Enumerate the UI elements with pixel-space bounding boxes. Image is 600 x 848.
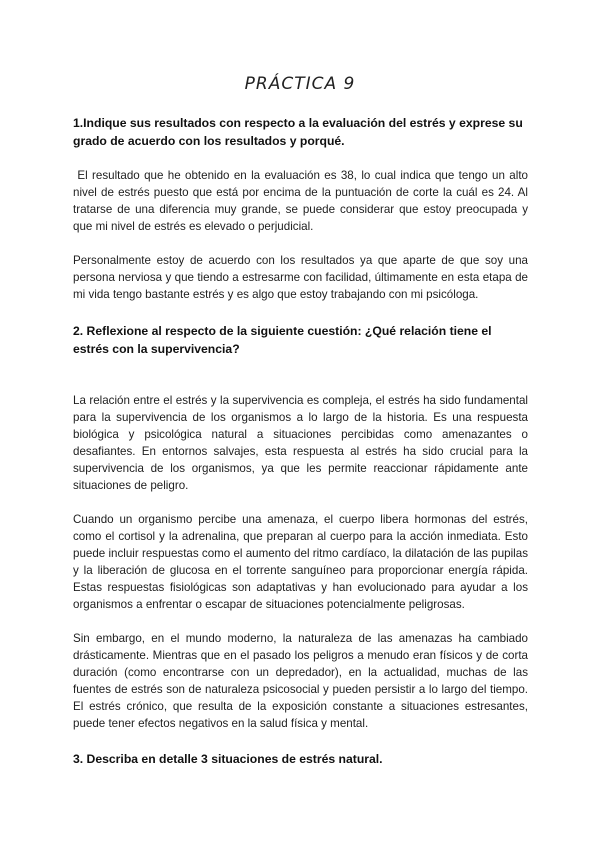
page-title: PRÁCTICA 9 [244, 74, 356, 94]
answer-1-paragraph-1: El resultado que he obtenido en la evaluación es 38, lo cual indica que tengo un alto nivel de estrés puesto que está por encima de la puntuación de corte la cuál es 24. Al tratarse de una diferencia muy grande, se puede considerar que estoy preocupada y que mi nivel de estrés es elevado o perjudicial. [73, 169, 532, 233]
question-1: 1.Indique sus resultados con respecto a la evaluación del estrés y exprese su grado de acuerdo con los resultados y porqué. [73, 116, 523, 148]
answer-2-paragraph-3: Sin embargo, en el mundo moderno, la naturaleza de las amenazas ha cambiado drásticamente. Mientras que en el pasado los peligros a menudo eran físicos y de corta duración (como encontrarse con un depredador), en la actualidad, muchas de las fuentes de estrés son de naturaleza psicosocial y pueden persistir a lo largo del tiempo. El estrés crónico, que resulta de la exposición constante a situaciones estresantes, puede tener efectos negativos en la salud física y mental. [73, 632, 528, 730]
answer-1-paragraph-2: Personalmente estoy de acuerdo con los resultados ya que aparte de que soy una persona nerviosa y que tiendo a estresarme con facilidad, últimamente en esta etapa de mi vida tengo bastante estrés y es algo que estoy trabajando con mi psicóloga. [73, 254, 528, 301]
question-3: 3. Describa en detalle 3 situaciones de estrés natural. [73, 752, 383, 766]
question-2: 2. Reflexione al respecto de la siguiente cuestión: ¿Qué relación tiene el estrés con la supervivencia? [73, 324, 492, 356]
answer-2-paragraph-1: La relación entre el estrés y la supervivencia es compleja, el estrés ha sido fundamental para la supervivencia de los organismos a lo largo de la historia. Es una respuesta biológica y psicológica natural a situaciones percibidas como amenazantes o desafiantes. En entornos salvajes, esta respuesta al estrés ha sido crucial para la supervivencia de los organismos, ya que les permite reaccionar rápidamente ante situaciones de peligro. [73, 394, 528, 492]
document-body [73, 114, 532, 768]
answer-2-paragraph-2: Cuando un organismo percibe una amenaza, el cuerpo libera hormonas del estrés, como el cortisol y la adrenalina, que preparan al cuerpo para la acción inmediata. Esto puede incluir respuestas como el aumento del ritmo cardíaco, la dilatación de las pupilas y la liberación de glucosa en el torrente sanguíneo para proporcionar energía rápida. Estas respuestas fisiológicas son adaptativas y han evolucionado para ayudar a los organismos a enfrentar o escapar de situaciones potencialmente peligrosas. [73, 513, 528, 611]
